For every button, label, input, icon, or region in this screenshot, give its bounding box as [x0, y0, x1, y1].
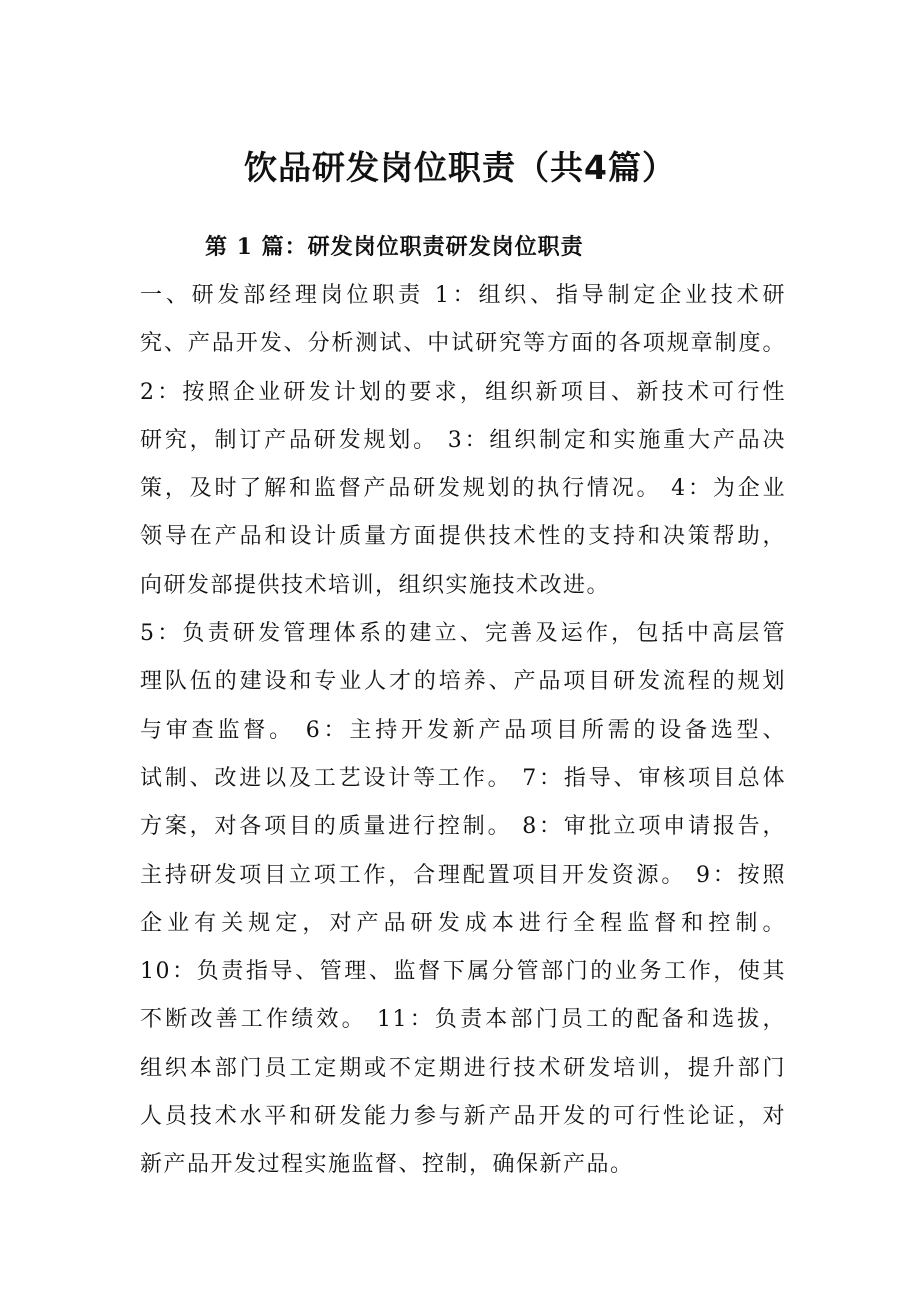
text-line: 新产品开发过程实施监督、控制，确保新产品。	[140, 1152, 634, 1178]
text-line: 究、产品开发、分析测试、中试研究等方面的各项规章制度。	[140, 331, 786, 357]
text-line: 2：按照企业研发计划的要求，组织新项目、新技术可行性	[140, 379, 786, 405]
text-line: 组织本部门员工定期或不定期进行技术研发培训，提升部门	[140, 1055, 786, 1081]
body-text	[140, 272, 786, 1190]
text-line: 理队伍的建设和专业人才的培养、产品项目研发流程的规划	[140, 669, 786, 695]
document-title: 饮品研发岗位职责（共4篇）	[244, 148, 676, 187]
section-heading: 第 1 篇：研发岗位职责研发岗位职责	[205, 234, 584, 260]
text-line: 企业有关规定，对产品研发成本进行全程监督和控制。	[140, 910, 786, 936]
text-line: 领导在产品和设计质量方面提供技术性的支持和决策帮助，	[140, 524, 786, 550]
text-line: 向研发部提供技术培训，组织实施技术改进。	[140, 572, 611, 598]
text-line: 与审查监督。 6：主持开发新产品项目所需的设备选型、	[140, 717, 786, 743]
text-line: 人员技术水平和研发能力参与新产品开发的可行性论证，对	[140, 1104, 786, 1130]
text-line: 方案，对各项目的质量进行控制。 8：审批立项申请报告，	[140, 814, 786, 840]
text-line: 不断改善工作绩效。 11：负责本部门员工的配备和选拔，	[140, 1007, 786, 1033]
text-line: 策，及时了解和监督产品研发规划的执行情况。 4：为企业	[140, 476, 786, 502]
text-line: 10：负责指导、管理、监督下属分管部门的业务工作，使其	[140, 959, 786, 985]
text-line: 主持研发项目立项工作，合理配置项目开发资源。 9：按照	[140, 862, 786, 888]
text-line: 5：负责研发管理体系的建立、完善及运作，包括中高层管	[140, 621, 786, 647]
text-line: 试制、改进以及工艺设计等工作。 7：指导、审核项目总体	[140, 765, 786, 791]
text-line: 一、研发部经理岗位职责 1：组织、指导制定企业技术研	[140, 283, 786, 308]
text-line: 研究，制订产品研发规划。 3：组织制定和实施重大产品决	[140, 427, 786, 453]
